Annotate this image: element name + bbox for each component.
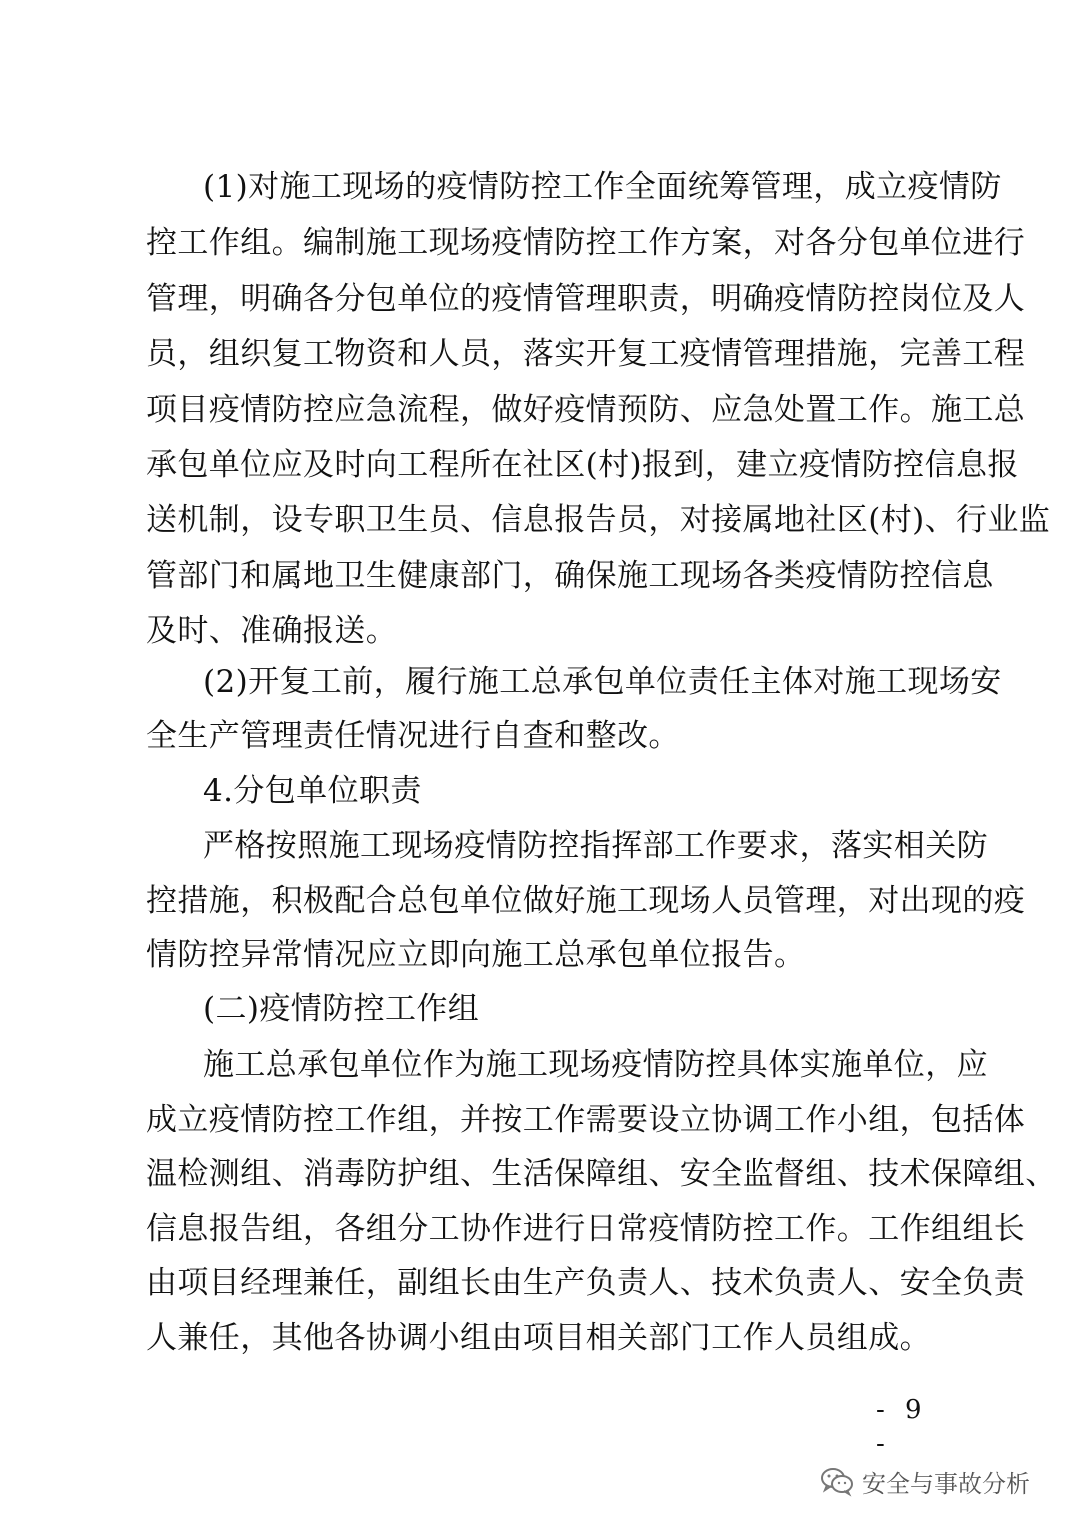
text-line: 情防控异常情况应立即向施工总承包单位报告。: [146, 937, 806, 973]
text-line: 全生产管理责任情况进行自查和整改。: [146, 718, 680, 754]
text-line: 控工作组。编制施工现场疫情防控工作方案，对各分包单位进行: [146, 225, 1026, 261]
wechat-icon: [820, 1466, 854, 1496]
text-line: 控措施，积极配合总包单位做好施工现场人员管理，对出现的疫: [146, 883, 1026, 919]
text-line: 温检测组、消毒防护组、生活保障组、安全监督组、技术保障组、: [146, 1156, 1057, 1192]
text-line: 成立疫情防控工作组，并按工作需要设立协调工作小组，包括体: [146, 1102, 1026, 1138]
text-line: 及时、准确报送。: [146, 613, 398, 649]
text-line: 管部门和属地卫生健康部门，确保施工现场各类疫情防控信息: [146, 558, 994, 594]
text-line: 承包单位应及时向工程所在社区(村)报到，建立疫情防控信息报: [146, 447, 1019, 483]
text-line: 送机制，设专职卫生员、信息报告员，对接属地社区(村)、行业监: [146, 502, 1051, 538]
text-line: 人兼任，其他各协调小组由项目相关部门工作人员组成。: [146, 1320, 931, 1356]
text-line: 员，组织复工物资和人员，落实开复工疫情管理措施，完善工程: [146, 336, 1026, 372]
text-line: (2)开复工前，履行施工总承包单位责任主体对施工现场安: [203, 664, 1002, 700]
watermark: [820, 1461, 1030, 1501]
page-number: - 9 -: [876, 1395, 928, 1459]
text-line: 施工总承包单位作为施工现场疫情防控具体实施单位，应: [203, 1047, 988, 1083]
text-line: 严格按照施工现场疫情防控指挥部工作要求，落实相关防: [203, 828, 988, 864]
section-heading: (二)疫情防控工作组: [203, 991, 480, 1027]
text-line: 信息报告组，各组分工协作进行日常疫情防控工作。工作组组长: [146, 1211, 1026, 1247]
text-line: 管理，明确各分包单位的疫情管理职责，明确疫情防控岗位及人: [146, 281, 1026, 317]
watermark-text: 安全与事故分析: [862, 1469, 1030, 1498]
text-line: (1)对施工现场的疫情防控工作全面统筹管理，成立疫情防: [203, 169, 1002, 205]
section-heading: 4.分包单位职责: [203, 773, 422, 809]
text-line: 由项目经理兼任，副组长由生产负责人、技术负责人、安全负责: [146, 1265, 1026, 1301]
text-line: 项目疫情防控应急流程，做好疫情预防、应急处置工作。施工总: [146, 392, 1026, 428]
